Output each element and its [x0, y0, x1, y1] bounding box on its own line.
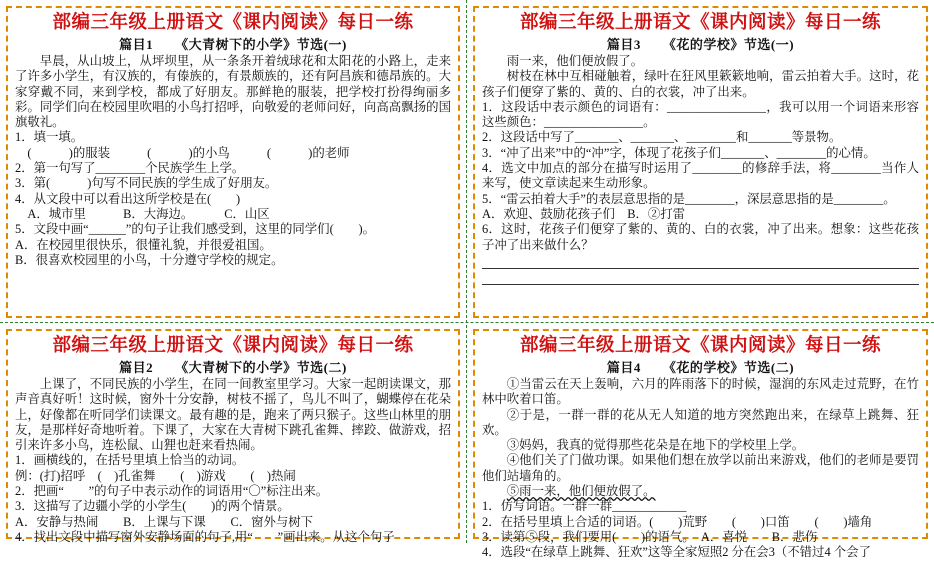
- page-title-1: 部编三年级上册语文《课内阅读》每日一练: [52, 13, 414, 33]
- question-option: A．在校园里很快乐，很懂礼貌，并很爱祖国。: [15, 237, 272, 252]
- passage-paragraph: 雨一来，他们便放假了。: [506, 54, 644, 68]
- question-option: A．安静与热闹 B．上课与下课 C．窗外与树下: [15, 514, 314, 529]
- worksheet-panel-1: [0, 0, 466, 322]
- page-title-2: 部编三年级上册语文《课内阅读》每日一练: [52, 336, 414, 356]
- section-source-2: 《大青树下的小学》节选(二): [175, 360, 347, 375]
- worksheet-card-1: [6, 6, 460, 318]
- section-body-4: [482, 377, 919, 561]
- passage-paragraph: 早晨，从山坡上，从坪坝里，从一条条开着绒球花和太阳花的小路上，走来了许多小学生，有汉族的，有傣族的，有景颇族的，还有阿昌族和德昂族的。大家穿戴不同，来到学校，都成了好朋友。那鲜艳的服装，把学校打扮得绚丽多彩。同学们向在校园里吹唱的小鸟打招呼，向敬爱的老师问好，向高高飘扬的国旗敬礼。: [15, 54, 451, 130]
- section-source-4: 《花的学校》节选(二): [662, 360, 795, 375]
- question-item: 3．读第⑤段，我们要用( )的语气。 A．喜悦 B．悲伤: [482, 529, 818, 544]
- question-option: A．城市里 B．大海边。 C．山区: [27, 206, 270, 221]
- question-item: 1．填一填。: [15, 130, 84, 145]
- question-item: 4．找出文段中描写窗外安静场面的句子,用“ ”画出来。从这个句子: [15, 529, 395, 544]
- passage-paragraph: 树枝在林中互相碰触着，绿叶在狂风里簌簌地响，雷云拍着大手。这时，花孩子们便穿了紫的、黄的、白的衣裳，冲了出来。: [482, 69, 919, 99]
- section-label-1: 篇目1: [119, 37, 154, 52]
- page-title-4: 部编三年级上册语文《课内阅读》每日一练: [519, 336, 881, 356]
- passage-paragraph: ②于是，一群一群的花从无人知道的地方突然跑出来，在绿草上跳舞、狂欢。: [482, 407, 919, 437]
- question-item: 2．这段话中写了_______、_______、________和_______等景物。: [482, 130, 842, 145]
- passage-paragraph: ③妈妈，我真的觉得那些花朵是在地下的学校里上学。: [506, 438, 805, 453]
- passage-paragraph: 上课了，不同民族的小学生，在同一间教室里学习。大家一起朗读课文，那声音真好听！这时候，窗外十分安静，树枝不摇了，鸟儿不叫了，蝴蝶停在花朵上，好像都在听同学们读课文。最有趣的是，跑来了两只猴子。这些山林里的朋友，是那样好奇地听着。下课了，大家在大青树下跳孔雀舞、摔跤、做游戏，招引来许多小鸟，连松鼠、山狸也赶来看热闹。: [15, 377, 451, 453]
- question-option: B．很喜欢校园里的小鸟，十分遵守学校的规定。: [15, 252, 284, 267]
- question-option: A．欢迎、鼓励花孩子们 B．②打雷: [482, 206, 686, 221]
- section-subtitle-3: [482, 36, 919, 53]
- passage-paragraph: ①当雷云在天上轰响，六月的阵雨落下的时候，湿润的东风走过荒野，在竹林中吹着口笛。: [482, 377, 919, 407]
- question-item: 1．画横线的，在括号里填上恰当的动词。: [15, 453, 245, 468]
- question-item: 1．这段话中表示颜色的词语有：________________，我可以用一个词语来形容这些颜色：________________。: [482, 99, 919, 130]
- section-label-2: 篇目2: [119, 360, 154, 375]
- worksheet-card-3: [473, 6, 928, 318]
- question-item: 2．在括号里填上合适的词语。( )荒野 ( )口笛 ( )墙角: [482, 514, 873, 529]
- passage-paragraph-underlined: ⑤雨一来，他们便放假了。: [506, 484, 656, 499]
- question-item: 3．第( )句写不同民族的学生成了好朋友。: [15, 176, 278, 191]
- question-item: 4．选文中加点的部分在描写时运用了________的修辞手法，将________当作人来写，使文章读起来生动形象。: [482, 161, 919, 191]
- section-body-3: [482, 54, 919, 285]
- section-source-3: 《花的学校》节选(一): [662, 37, 795, 52]
- section-label-4: 篇目4: [606, 360, 641, 375]
- worksheet-card-4: [473, 329, 928, 560]
- section-source-1: 《大青树下的小学》节选(一): [175, 37, 347, 52]
- answer-line[interactable]: [482, 270, 919, 285]
- section-label-3: 篇目3: [606, 37, 641, 52]
- question-item: 5．文段中画“______”的句子让我们感受到，这里的同学们( )。: [15, 222, 375, 237]
- page-title-3: 部编三年级上册语文《课内阅读》每日一练: [519, 13, 881, 33]
- worksheet-panel-4: [467, 323, 934, 560]
- section-subtitle-4: [482, 359, 919, 376]
- question-item: 例：(打)招呼 ( )孔雀舞 ( )游戏 ( )热闹: [15, 468, 296, 483]
- section-body-2: [15, 377, 451, 545]
- answer-line[interactable]: [482, 254, 919, 269]
- question-item: 5．“雷云拍着大手”的表层意思指的是________，深层意思指的是________。: [482, 191, 896, 206]
- question-item: 1．仿写词语。一群一群____________: [482, 499, 687, 514]
- question-item: ( )的服装 ( )的小鸟 ( )的老师: [27, 145, 350, 160]
- question-item: 3．“冲了出来”中的“冲”字，体现了花孩子们_______、________的心情。: [482, 145, 876, 160]
- section-subtitle-1: [15, 36, 451, 53]
- passage-paragraph: ④他们关了门做功课。如果他们想在放学以前出来游戏，他们的老师是要罚他们站墙角的。: [482, 453, 919, 483]
- question-item: 4．从文段中可以看出这所学校是在( ): [15, 191, 241, 206]
- worksheet-panel-3: [467, 0, 934, 322]
- question-item: 2．第一句写了________个民族学生上学。: [15, 161, 245, 176]
- worksheet-panel-2: [0, 323, 466, 543]
- section-body-1: [15, 54, 451, 268]
- question-item: 6．这时，花孩子们便穿了紫的、黄的、白的衣裳，冲了出来。想象：这些花孩子冲了出来做什么？: [482, 222, 919, 252]
- question-item: 4．选段“在绿草上跳舞、狂欢”这等全家短照2 分在会3（不错过4 个会了: [482, 545, 871, 560]
- question-item: 3．这描写了边疆小学的小学生( )的两个情景。: [15, 499, 290, 514]
- section-subtitle-2: [15, 359, 451, 376]
- worksheet-card-2: [6, 329, 460, 544]
- question-item: 2．把画“ ”的句子中表示动作的词语用“〇”标注出来。: [15, 484, 329, 499]
